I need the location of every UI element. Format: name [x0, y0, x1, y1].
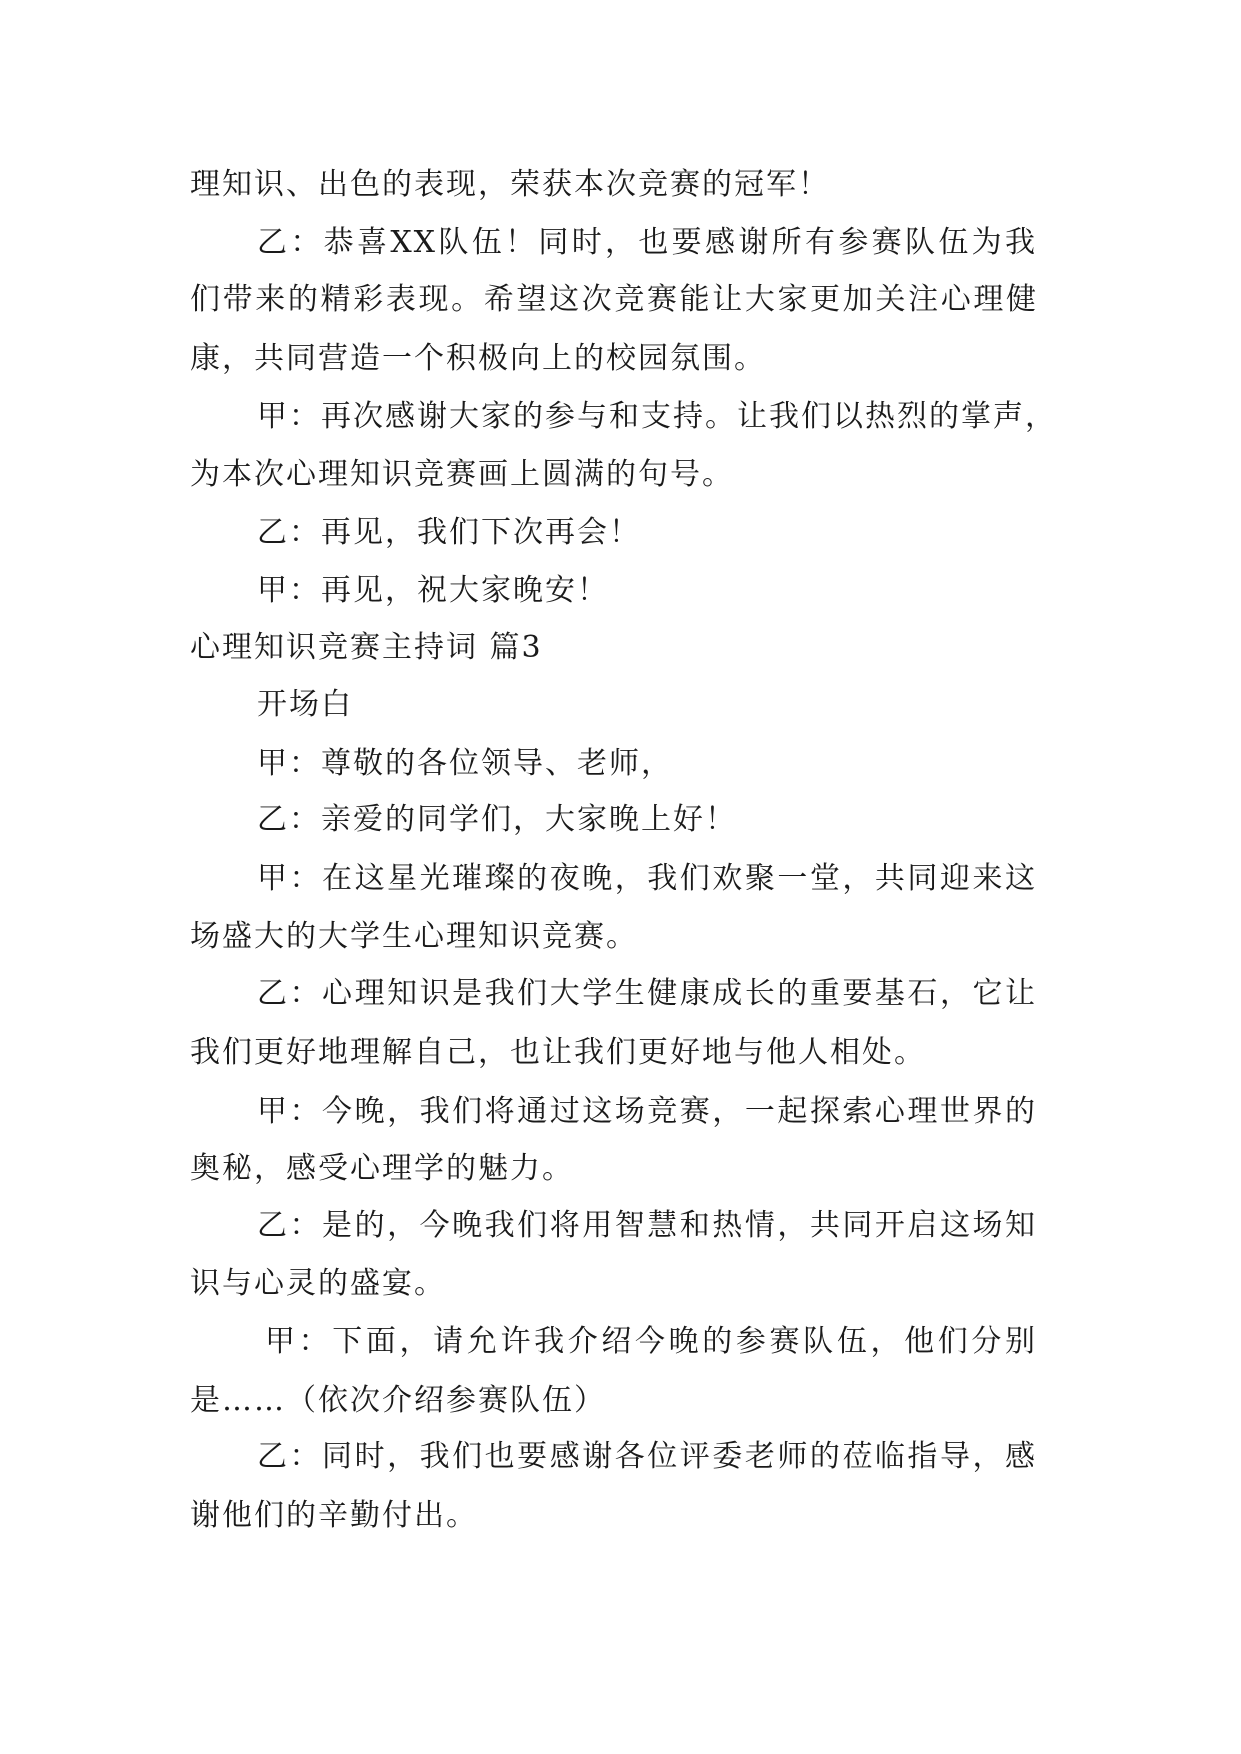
line-text: 我们更好地理解自己，也让我们更好地与他人相处。 — [190, 1035, 926, 1070]
text-line — [0, 513, 1241, 571]
line-text: 乙：同时，我们也要感谢各位评委老师的莅临指导，感 — [257, 1439, 1037, 1474]
line-text: 甲：下面，请允许我介绍今晚的参赛队伍，他们分别 — [265, 1324, 1037, 1359]
line-text: 是……（依次介绍参赛队伍） — [190, 1383, 606, 1418]
text-line — [0, 1322, 1241, 1380]
text-line — [0, 859, 1241, 917]
text-line — [0, 1149, 1241, 1207]
text-line — [0, 1264, 1241, 1322]
text-line — [0, 397, 1241, 455]
line-text: 们带来的精彩表现。希望这次竞赛能让大家更加关注心理健 — [190, 282, 1038, 317]
text-line — [0, 1381, 1241, 1439]
line-text: 谢他们的辛勤付出。 — [190, 1498, 478, 1533]
line-text: 甲：今晚，我们将通过这场竞赛，一起探索心理世界的 — [257, 1094, 1037, 1129]
text-line — [0, 744, 1241, 802]
line-text: 乙：再见，我们下次再会！ — [257, 515, 641, 550]
text-line — [0, 974, 1241, 1032]
line-text: 甲：尊敬的各位领导、老师， — [257, 746, 673, 781]
section-heading-text: 心理知识竞赛主持词 篇3 — [190, 630, 543, 665]
text-line — [0, 1206, 1241, 1264]
line-text: 甲：在这星光璀璨的夜晚，我们欢聚一堂，共同迎来这 — [257, 861, 1037, 896]
text-line — [0, 223, 1241, 281]
text-line — [0, 165, 1241, 223]
line-text: 场盛大的大学生心理知识竞赛。 — [190, 919, 638, 954]
line-text: 乙：亲爱的同学们，大家晚上好！ — [257, 802, 737, 837]
line-text: 开场白 — [257, 687, 353, 722]
line-text: 为本次心理知识竞赛画上圆满的句号。 — [190, 457, 734, 492]
section-heading — [0, 628, 1241, 686]
text-line — [0, 685, 1241, 743]
line-text: 甲：再次感谢大家的参与和支持。让我们以热烈的掌声， — [257, 399, 1057, 434]
line-text: 理知识、出色的表现，荣获本次竞赛的冠军！ — [190, 167, 830, 202]
text-line — [0, 571, 1241, 629]
line-text: 康，共同营造一个积极向上的校园氛围。 — [190, 341, 766, 376]
text-line — [0, 917, 1241, 975]
line-text: 乙：恭喜XX队伍！同时，也要感谢所有参赛队伍为我 — [257, 225, 1037, 260]
text-line — [0, 1496, 1241, 1554]
line-text: 乙：是的，今晚我们将用智慧和热情，共同开启这场知 — [257, 1208, 1037, 1243]
text-line — [0, 455, 1241, 513]
line-text: 奥秘，感受心理学的魅力。 — [190, 1151, 574, 1186]
text-line — [0, 280, 1241, 338]
text-line — [0, 339, 1241, 397]
line-text: 识与心灵的盛宴。 — [190, 1266, 446, 1301]
text-line — [0, 800, 1241, 858]
text-line — [0, 1033, 1241, 1091]
line-text: 甲：再见，祝大家晚安！ — [257, 573, 609, 608]
text-line — [0, 1437, 1241, 1495]
line-text: 乙：心理知识是我们大学生健康成长的重要基石，它让 — [257, 976, 1037, 1011]
text-line — [0, 1092, 1241, 1150]
